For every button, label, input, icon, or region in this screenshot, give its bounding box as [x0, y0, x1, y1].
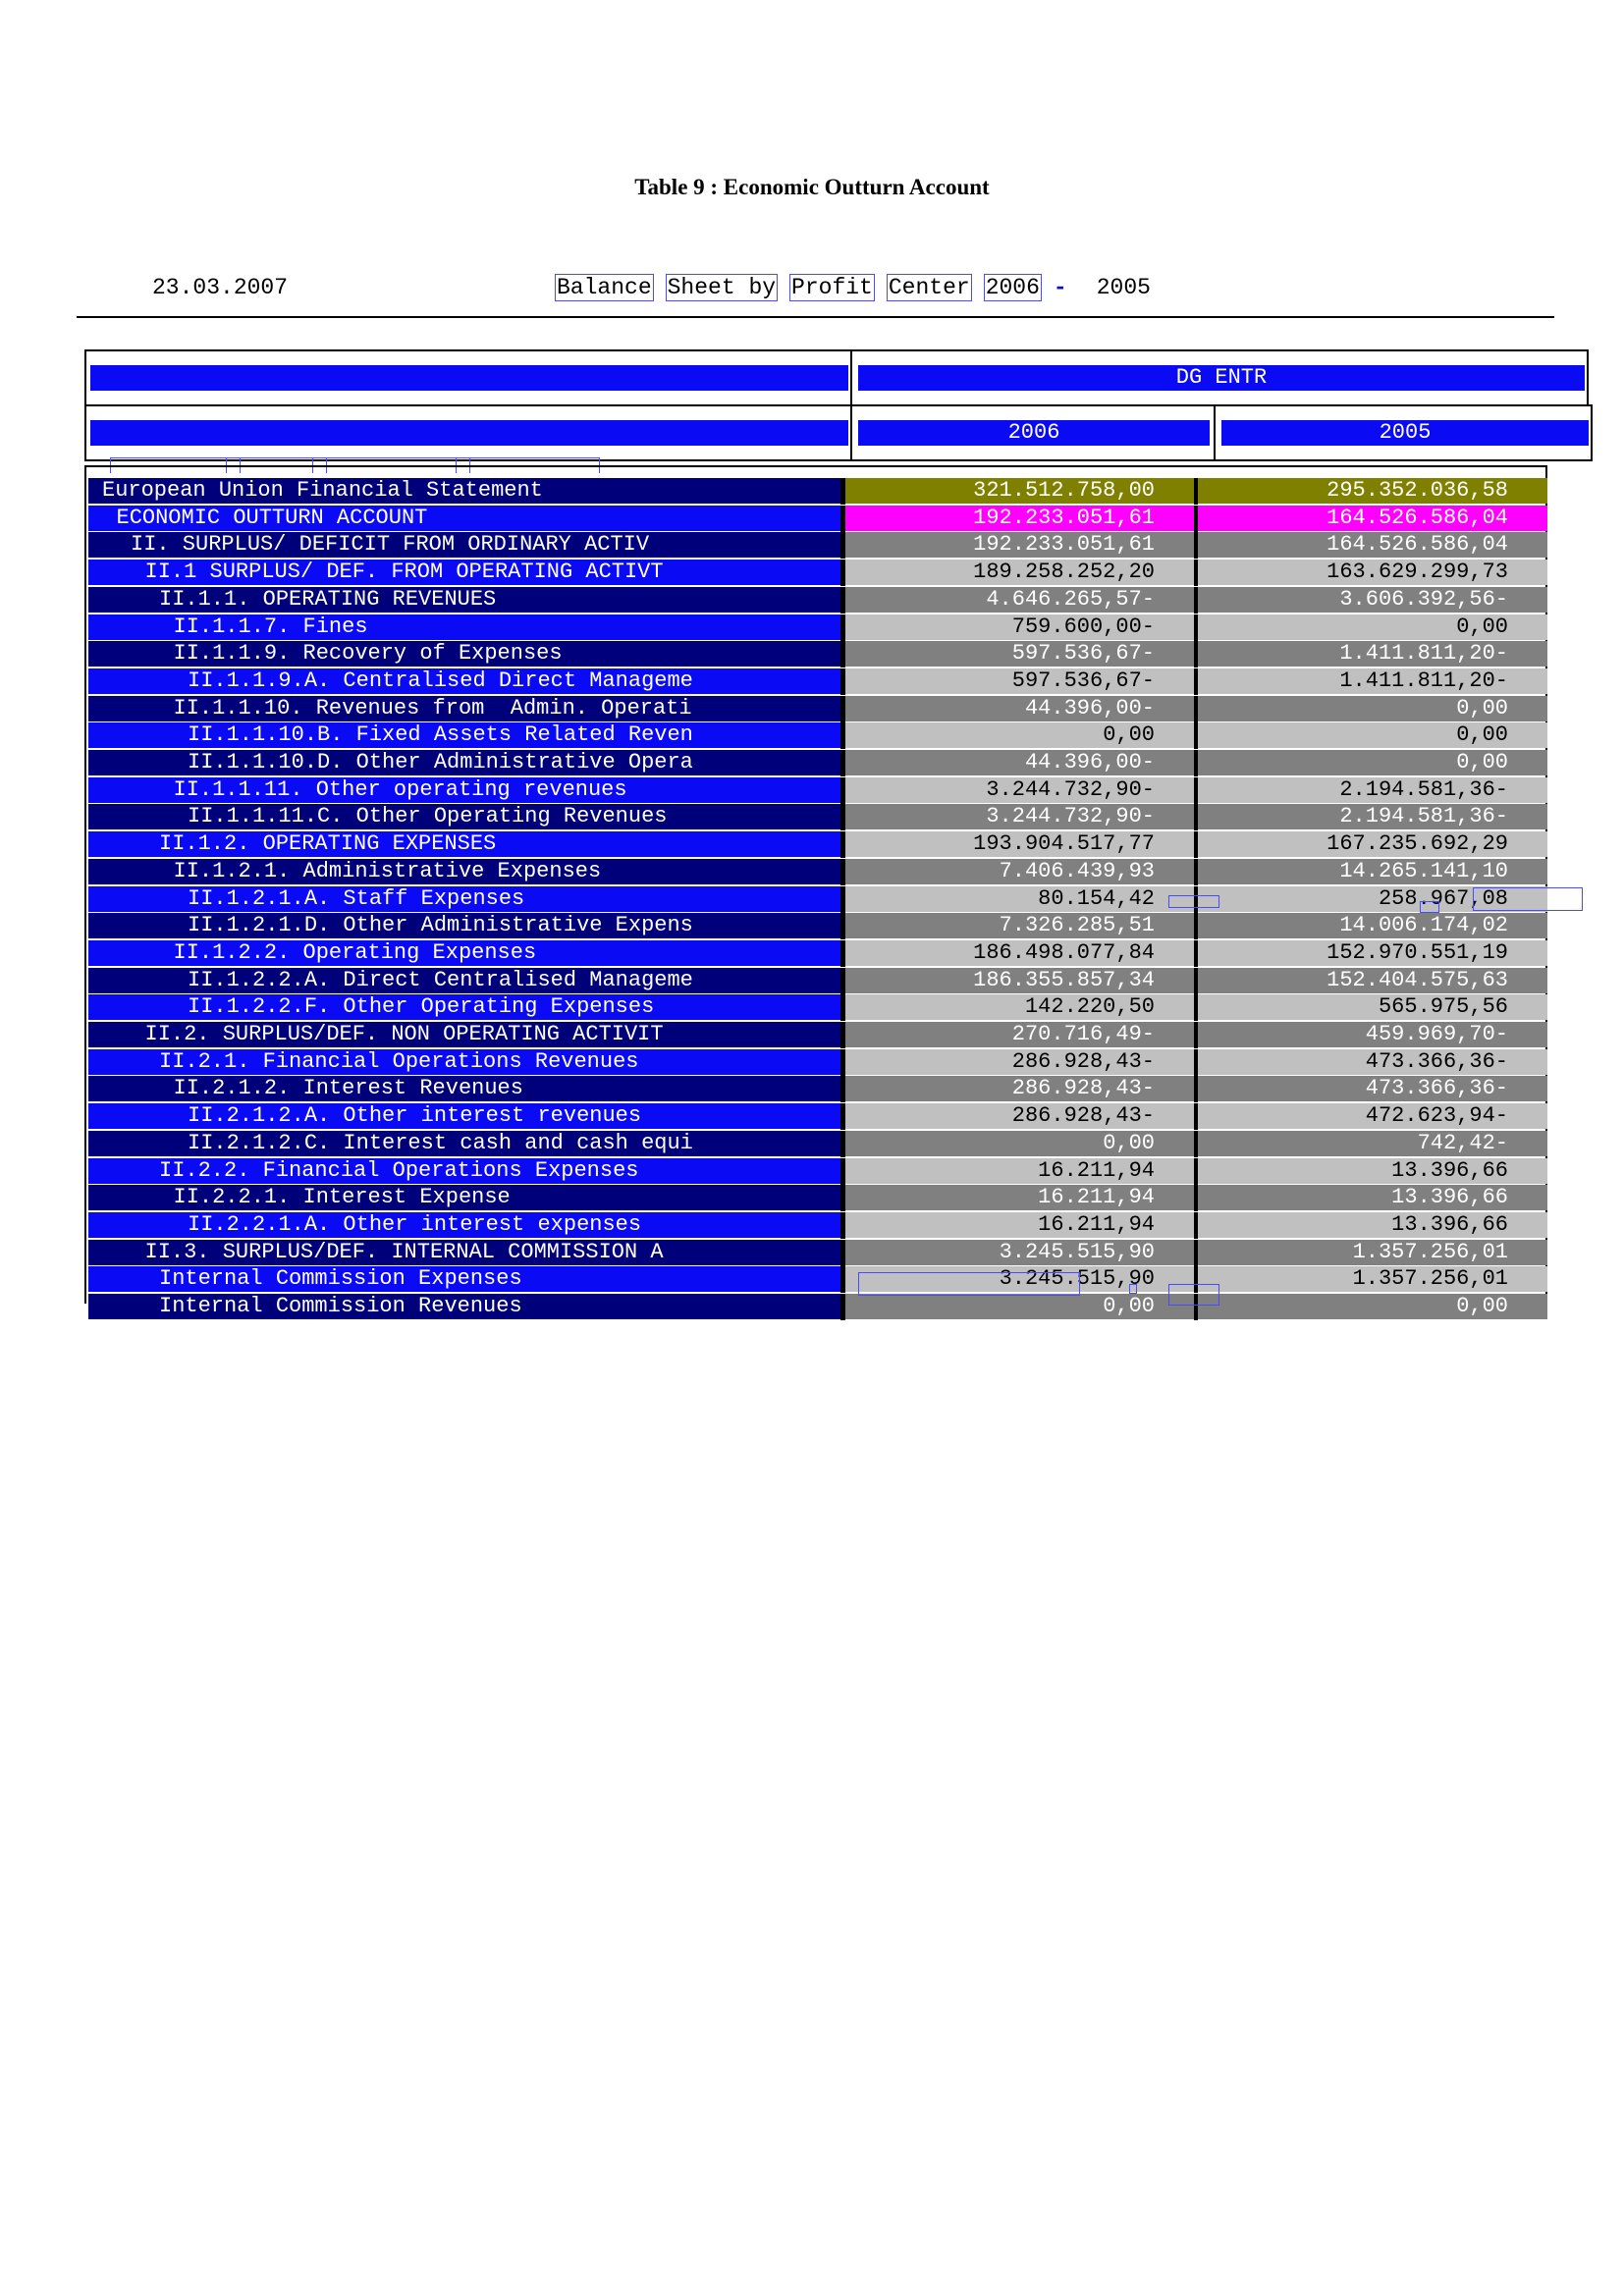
value-2005: 163.629.299,73 — [1198, 560, 1547, 585]
row-label: II.2.1.2.A. Other interest revenues — [88, 1103, 840, 1129]
value-2006: 0,00 — [845, 1131, 1194, 1156]
table-row — [88, 1158, 1547, 1185]
value-2005: 1.357.256,01 — [1198, 1266, 1547, 1292]
row-label: II.1.1.11. Other operating revenues — [88, 777, 840, 803]
row-label: II.1.1.10.B. Fixed Assets Related Reven — [88, 722, 840, 748]
annotation-marker — [1168, 1284, 1219, 1306]
annotation-marker — [1129, 1284, 1137, 1294]
table-row — [88, 478, 1547, 505]
row-label: Internal Commission Revenues — [88, 1294, 840, 1319]
table-row — [88, 1022, 1547, 1048]
table-row — [88, 641, 1547, 667]
row-label: II.2.2.1. Interest Expense — [88, 1185, 840, 1210]
value-2005: 2.194.581,36- — [1198, 804, 1547, 829]
value-2005: 565.975,56 — [1198, 994, 1547, 1020]
table-row — [88, 1103, 1547, 1130]
value-2005: 0,00 — [1198, 696, 1547, 721]
table-row — [88, 859, 1547, 885]
table-row — [88, 886, 1547, 913]
value-2005: 2.194.581,36- — [1198, 777, 1547, 803]
value-2005: 152.404.575,63 — [1198, 968, 1547, 993]
value-2005: 164.526.586,04 — [1198, 532, 1547, 558]
value-2006: 597.536,67- — [845, 641, 1194, 667]
value-2006: 4.646.265,57- — [845, 587, 1194, 613]
row-label: ECONOMIC OUTTURN ACCOUNT — [88, 506, 840, 531]
table-row — [88, 614, 1547, 641]
row-label: II.1.1.10. Revenues from Admin. Operati — [88, 696, 840, 721]
value-2006: 7.326.285,51 — [845, 913, 1194, 938]
value-2005: 14.006.174,02 — [1198, 913, 1547, 938]
row-label: II.1 SURPLUS/ DEF. FROM OPERATING ACTIVT — [88, 560, 840, 585]
label-header-bar — [90, 365, 848, 391]
dg-header-divider — [850, 349, 852, 406]
header-rule — [77, 316, 1554, 318]
row-label: II.1.2.2.A. Direct Centralised Manageme — [88, 968, 840, 993]
table-row — [88, 506, 1547, 532]
value-2005: 1.411.811,20- — [1198, 668, 1547, 694]
table-row — [88, 560, 1547, 586]
label-header-bar-2 — [90, 420, 848, 446]
row-label: II.1.1.9. Recovery of Expenses — [88, 641, 840, 667]
value-2006: 270.716,49- — [845, 1022, 1194, 1047]
row-label: II.1.2.2. Operating Expenses — [88, 940, 840, 966]
table-row — [88, 1076, 1547, 1102]
row-label: II.1.2.1.A. Staff Expenses — [88, 886, 840, 912]
table-row — [88, 968, 1547, 994]
table-row — [88, 831, 1547, 858]
row-label: II.2.2. Financial Operations Expenses — [88, 1158, 840, 1184]
table-row — [88, 750, 1547, 776]
value-2005: 0,00 — [1198, 614, 1547, 640]
value-2006: 44.396,00- — [845, 696, 1194, 721]
value-2006: 759.600,00- — [845, 614, 1194, 640]
report-heading — [555, 275, 1151, 300]
row-label: II. SURPLUS/ DEFICIT FROM ORDINARY ACTIV — [88, 532, 840, 558]
row-label: II.1.2. OPERATING EXPENSES — [88, 831, 840, 857]
value-2006: 3.244.732,90- — [845, 804, 1194, 829]
row-label: II.1.2.1. Administrative Expenses — [88, 859, 840, 884]
row-label: II.1.1.7. Fines — [88, 614, 840, 640]
value-2005: 0,00 — [1198, 1294, 1547, 1319]
annotation-marker — [1168, 895, 1219, 908]
table-row — [88, 587, 1547, 614]
table-row — [88, 668, 1547, 695]
year-2005-header: 2005 — [1221, 420, 1589, 446]
value-2006: 286.928,43- — [845, 1103, 1194, 1129]
value-2005: 14.265.141,10 — [1198, 859, 1547, 884]
table-row — [88, 1240, 1547, 1266]
value-2006: 16.211,94 — [845, 1212, 1194, 1238]
report-word: Profit — [791, 275, 873, 300]
value-2006: 3.245.515,90 — [845, 1266, 1194, 1292]
value-2006: 3.244.732,90- — [845, 777, 1194, 803]
table-row — [88, 1049, 1547, 1076]
row-label: II.1.1.9.A. Centralised Direct Manageme — [88, 668, 840, 694]
value-2005: 0,00 — [1198, 750, 1547, 775]
value-2006: 142.220,50 — [845, 994, 1194, 1020]
table-row — [88, 1266, 1547, 1293]
value-2005: 742,42- — [1198, 1131, 1547, 1156]
value-2006: 80.154,42 — [845, 886, 1194, 912]
table-row — [88, 804, 1547, 830]
table-row — [88, 1131, 1547, 1157]
row-label: European Union Financial Statement — [88, 478, 840, 504]
value-2005: 258.967,08 — [1198, 886, 1547, 912]
value-2006: 186.498.077,84 — [845, 940, 1194, 966]
value-2006: 3.245.515,90 — [845, 1240, 1194, 1265]
report-word: Sheet by — [667, 275, 777, 300]
year-2006-header: 2006 — [858, 420, 1210, 446]
value-2006: 7.406.439,93 — [845, 859, 1194, 884]
row-label: II.2.1. Financial Operations Revenues — [88, 1049, 840, 1075]
table-row — [88, 722, 1547, 749]
row-label: II.2.1.2. Interest Revenues — [88, 1076, 840, 1101]
value-2006: 16.211,94 — [845, 1185, 1194, 1210]
annotation-marker — [858, 1272, 1080, 1296]
value-2005: 13.396,66 — [1198, 1158, 1547, 1184]
value-2005: 3.606.392,56- — [1198, 587, 1547, 613]
table-row — [88, 940, 1547, 967]
value-2006: 0,00 — [845, 1294, 1194, 1319]
value-2005: 459.969,70- — [1198, 1022, 1547, 1047]
value-2005: 152.970.551,19 — [1198, 940, 1547, 966]
table-row — [88, 913, 1547, 939]
report-year-to: 2005 — [1096, 275, 1151, 300]
value-2006: 193.904.517,77 — [845, 831, 1194, 857]
value-2005: 164.526.586,04 — [1198, 506, 1547, 531]
row-label: II.3. SURPLUS/DEF. INTERNAL COMMISSION A — [88, 1240, 840, 1265]
row-label: II.1.1.10.D. Other Administrative Opera — [88, 750, 840, 775]
row-label: II.1.1.11.C. Other Operating Revenues — [88, 804, 840, 829]
table-row — [88, 994, 1547, 1021]
column-ticks-line — [110, 457, 599, 458]
value-2005: 1.411.811,20- — [1198, 641, 1547, 667]
row-label: II.1.2.1.D. Other Administrative Expens — [88, 913, 840, 938]
value-2006: 0,00 — [845, 722, 1194, 748]
table-row — [88, 1212, 1547, 1239]
table-row — [88, 1294, 1547, 1320]
report-word: 2006 — [985, 275, 1040, 300]
value-2006: 192.233.051,61 — [845, 506, 1194, 531]
value-2005: 13.396,66 — [1198, 1185, 1547, 1210]
value-2005: 295.352.036,58 — [1198, 478, 1547, 504]
value-2005: 1.357.256,01 — [1198, 1240, 1547, 1265]
row-label: II.1.1. OPERATING REVENUES — [88, 587, 840, 613]
value-2005: 473.366,36- — [1198, 1049, 1547, 1075]
row-label: II.1.2.2.F. Other Operating Expenses — [88, 994, 840, 1020]
value-2005: 473.366,36- — [1198, 1076, 1547, 1101]
page-title: Table 9 : Economic Outturn Account — [634, 175, 990, 199]
value-2006: 321.512.758,00 — [845, 478, 1194, 504]
table-row — [88, 696, 1547, 722]
table-row — [88, 777, 1547, 804]
table-row — [88, 1185, 1547, 1211]
report-date: 23.03.2007 — [152, 275, 289, 300]
report-word: Center — [888, 275, 970, 300]
value-2006: 192.233.051,61 — [845, 532, 1194, 558]
value-2005: 472.623,94- — [1198, 1103, 1547, 1129]
row-label: II.2.2.1.A. Other interest expenses — [88, 1212, 840, 1238]
dg-entr-header: DG ENTR — [858, 365, 1585, 391]
value-2005: 0,00 — [1198, 722, 1547, 748]
value-2006: 286.928,43- — [845, 1076, 1194, 1101]
row-label: II.2. SURPLUS/DEF. NON OPERATING ACTIVIT — [88, 1022, 840, 1047]
report-dash: - — [1053, 275, 1067, 300]
value-2005: 13.396,66 — [1198, 1212, 1547, 1238]
value-2006: 189.258.252,20 — [845, 560, 1194, 585]
year-header-divider-1 — [850, 404, 852, 461]
value-2006: 597.536,67- — [845, 668, 1194, 694]
value-2006: 16.211,94 — [845, 1158, 1194, 1184]
row-label: II.2.1.2.C. Interest cash and cash equi — [88, 1131, 840, 1156]
value-2006: 286.928,43- — [845, 1049, 1194, 1075]
value-2006: 44.396,00- — [845, 750, 1194, 775]
value-2005: 167.235.692,29 — [1198, 831, 1547, 857]
annotation-marker — [1473, 887, 1583, 911]
value-2006: 186.355.857,34 — [845, 968, 1194, 993]
row-label: Internal Commission Expenses — [88, 1266, 840, 1292]
annotation-marker — [1420, 901, 1439, 913]
table-row — [88, 532, 1547, 559]
year-header-divider-2 — [1214, 404, 1216, 461]
report-word: Balance — [557, 275, 652, 300]
